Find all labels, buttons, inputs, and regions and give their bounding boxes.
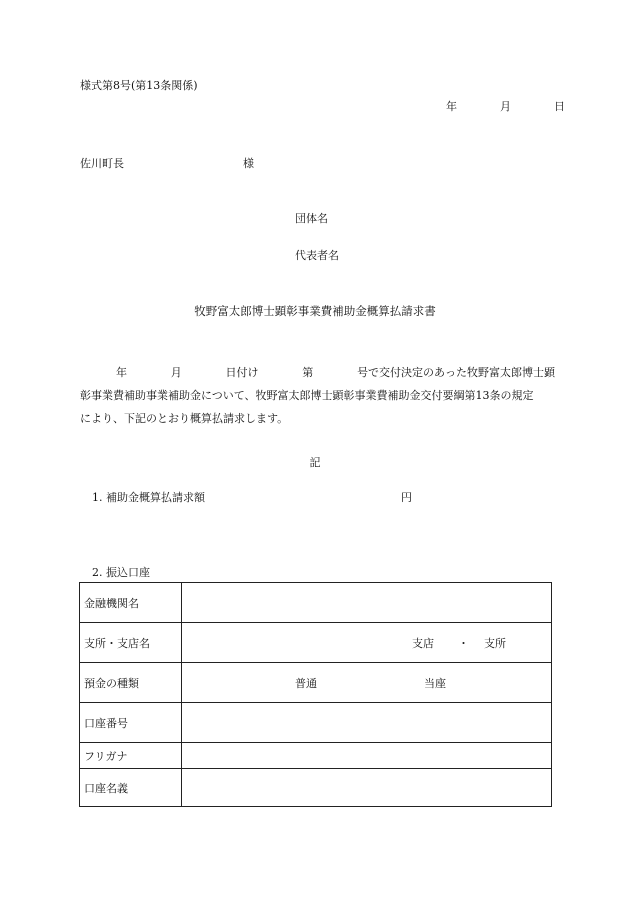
yen-unit: 円	[401, 491, 412, 504]
ki-heading: 記	[309, 456, 321, 469]
item2-label: 2. 振込口座	[92, 566, 150, 579]
representative-label: 代表者名	[295, 249, 339, 262]
branch-field[interactable]	[182, 623, 552, 663]
account-number-field[interactable]	[182, 703, 552, 743]
organization-label: 団体名	[295, 212, 328, 225]
branch-label: 支所・支店名	[80, 623, 182, 663]
account-type-futsu: 普通	[295, 676, 317, 690]
date-year: 年	[446, 100, 457, 113]
date-line	[446, 101, 565, 112]
table-row	[80, 703, 552, 743]
furigana-label: フリガナ	[80, 743, 182, 769]
date-month: 月	[500, 100, 511, 113]
body-line-3: により、下記のとおり概算払請求します。	[80, 412, 289, 425]
account-type-toza: 当座	[424, 676, 446, 690]
table-row	[80, 663, 552, 703]
account-name-label: 口座名義	[80, 769, 182, 807]
table-row	[80, 743, 552, 769]
account-type-field[interactable]	[182, 663, 552, 703]
document-title: 牧野富太郎博士顕彰事業費補助金概算払請求書	[194, 304, 436, 318]
body-paragraph	[80, 361, 555, 430]
account-type-label: 預金の種類	[80, 663, 182, 703]
account-name-field[interactable]	[182, 769, 552, 807]
body-line-1	[80, 361, 555, 384]
institution-field[interactable]	[182, 583, 552, 623]
branch-separator: ・	[458, 636, 469, 650]
branch-option-shisho: 支所	[484, 636, 506, 650]
branch-option-shiten: 支店	[412, 636, 434, 650]
date-day: 日	[554, 100, 565, 113]
body-year: 年	[116, 366, 127, 379]
item1-label: 1. 補助金概算払請求額	[92, 491, 205, 504]
body-date-suffix: 日付け	[225, 366, 259, 379]
table-row	[80, 583, 552, 623]
account-number-label: 口座番号	[80, 703, 182, 743]
form-number: 様式第8号(第13条関係)	[80, 79, 198, 92]
body-line-1-rest: 号で交付決定のあった牧野富太郎博士顕	[357, 366, 555, 379]
addressee-honorific: 様	[243, 157, 254, 170]
addressee-name: 佐川町長	[80, 157, 124, 170]
bank-account-table	[79, 582, 552, 807]
body-line-2: 彰事業費補助事業補助金について、牧野富太郎博士顕彰事業費補助金交付要綱第13条の規定	[80, 389, 534, 402]
body-month: 月	[170, 366, 182, 379]
table-row	[80, 769, 552, 807]
furigana-field[interactable]	[182, 743, 552, 769]
body-number-prefix: 第	[302, 366, 314, 379]
institution-label: 金融機関名	[80, 583, 182, 623]
table-row	[80, 623, 552, 663]
